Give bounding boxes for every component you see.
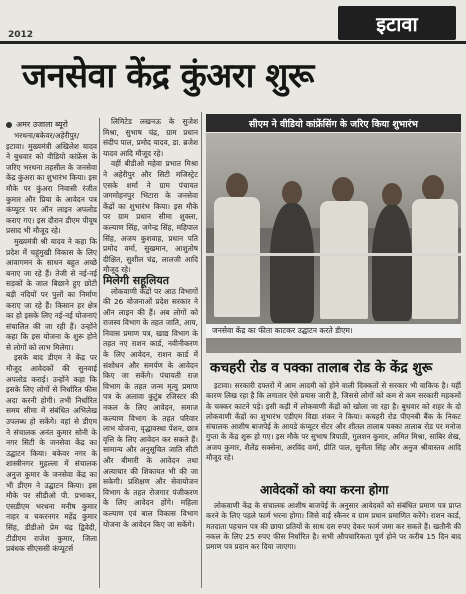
person-head [282, 181, 302, 205]
paragraph: भरथना/बकेवर/अहेरीपुर/इटावा। मुख्यमंत्री अखिलेश यादव ने बुधवार को वीडियो कांफ्रेंस के जरिए भरथना तहसील के जनसेवा केंद्र कुंअरा का शुभारंभ किया। इस मौके पर कुंअरा निवासी रंजीत कुमार और प्रिया के आवेदन पत्र कंप्यूटर पर ऑन लाइन अपलोड कराए गए। इस दौरान डीएम पीयूष प्रसाद भी मौजूद रहे। [6, 131, 97, 236]
paragraph: इसके बाद डीएम ने केंद्र पर मौजूद आवेदकों की सुनवाई अपलोड कराई। उन्होंने कहा कि इसके लिए लोगों से निर्धारित फीस अदा करनी होगी। तभी निर्धारित समय सीमा में संबंधित अभिलेख उपलब्ध हो सकेंगे। वहां से डीएम ने संचालक अनंत कुमार सोनी के नगर सिटी के जनसेवा केंद्र का उद्घाटन किया। बकेवर नगर के शास्त्रीनगर मुहल्ला में संचालक अनुज कुमार के जनसेवा केंद्र का भी डीएम ने उद्घाटन किया। इस मौके पर सीडीओ पी. प्रभाकर, एसडीएम भरथना मनीष कुमार नाहर व चकरनगर महेंद्र कुमार सिंह, डीडीओ प्रेम चंद्र द्विवेदी, टीडीएम राजेश कुमार, जिला प्रबंधक सीएससी कंप्यूटर्स [6, 353, 97, 554]
paragraph: लोकवाणी केंद्रों पर आठ विभागों की 26 योजनाओं प्रदेश सरकार ने ऑन लाइन की हैं। अब लोगों को राजस्व विभाग के तहत जाति, आय, निवास प्रमाण पत्र, खाद्य विभाग के तहत नए राशन कार्ड, नवीनीकरण के लिए आवेदन, राशन कार्ड में संशोधन और समर्पण के आवेदन किए जा सकेंगे। पंचायती राज विभाग के तहत जन्म मृत्यु प्रमाण पत्र के अलावा कुटुंब रजिस्टर की नकल के लिए आवेदन, समाज कल्याण विभाग के तहत परिवार लाभ योजना, वृद्धावस्था पेंशन, छात्र वृत्ति के लिए आवेदन कर सकते हैं। सामान्य और अनुसूचित जाति सीटी और बीमारी के आवेदन तथा अत्याचार की शिकायत भी की जा सकेगी। प्रशिक्षण और सेवायोजन विभाग के तहत रोजगार पंजीकरण के लिए आवेदन होंगे। महिला कल्याण एवं बाल विकास विभाग योजना के आवेदन किए जा सकेंगे। [103, 286, 198, 529]
person-body [270, 203, 314, 323]
second-subheading: आवेदकों को क्या करना होगा [260, 483, 389, 497]
paragraph: इटावा। सरकारी दफ्तरों में आम आदमी को होने वाली दिक्कतों से सरकार भी वाकिफ है। यहीं कारण लिख रहा है कि लगातार ऐसे प्रयास जारी है, जिससे लोगों को कम से कम सरकारी महकमों के चक्कर काटने पड़े। इसी कड़ी में लोकवाणी केंद्रों को खोला जा रहा है। बुधवार को शहर के दो लोकवाणी केंद्रों का शुभारंभ एडीएम विद्या शंकर ने किया। कचहरी रोड पीएनबी बैंक के निकट संचालक आशीष बाजपेई के आयडे कंप्यूटर सेंटर और शीतल तालाब पक्का तालाब रोड पर मनोज गुप्ता के केंद्र शुरू हो गए। इस मौके पर सुभाष त्रिपाठी, गुलशन कुमार, अमित मिश्रा, साबिर शेख, अजय कुमार, शैलेंद्र सक्सेना, अरविंद वर्मा, प्रीति पाल, सुनीता सिंह और अनुज श्रीवास्तव आदि मौजूद रहे। [206, 381, 461, 463]
byline-text: अमर उजाला ब्यूरो [16, 120, 68, 129]
person-body [412, 199, 458, 319]
paragraph: लोकवाणी केंद्र के संचालक आशीष बाजपेई के अनुसार आवेदकों को संबंधित प्रमाण पत्र प्राप्त करने के लिए पहले फार्म भरना होगा। जिसे वाई स्कैनर व ग्राम प्रधान प्रमाणित करेंगे। राशन कार्ड, मतदाता पहचान पत्र की छाया प्रतियों के साथ दस रुपए देकर फार्म जमा कर सकते हैं। खतौनी की नकल के लिए 25 रुपए फीस निर्धारित है। सभी औपचारिकता पूर्ण होने पर करीब 15 दिन बाद प्रमाण पत्र प्रदान कर दिया जाएगा। [206, 501, 461, 552]
column-divider [99, 118, 100, 588]
second-headline: कचहरी रोड व पक्का तालाब रोड के केंद्र शुरू [210, 360, 433, 376]
person-body [372, 205, 412, 321]
main-headline: जनसेवा केंद्र कुंअरा शुरू [22, 56, 314, 96]
second-story-body [206, 381, 461, 481]
year-label: 2012 [8, 30, 34, 40]
photo-caption: जनसेवा केंद्र का फीता काटकर उद्घाटन करते डीएम। [206, 324, 461, 338]
city-section-tab: इटावा [338, 6, 456, 40]
person-body [320, 201, 368, 319]
main-story-column-1 [6, 131, 97, 589]
bullet-icon [6, 122, 12, 128]
paragraph: लिमिटेड लखनऊ के सुजेश मिश्रा, सुभाष चंद्र, ग्राम प्रधान संदीप पाल, प्रमोद यादव, डा. ब्रजेश यादव आदि मौजूद रहे। [103, 117, 198, 158]
column-divider [201, 112, 202, 588]
paragraph: वहीं बीडीओ महेवा प्रभात मिश्रा ने अहेरीपुर और सिटी मजिस्ट्रेट एसके शर्मा ने ग्राम पंचायत जगमोहनपुर भिटारा के जनसेवा केंद्रों का शुभारंभ किया। इस मौके पर ग्राम प्रधान सीमा शुक्ला, कल्याण सिंह, जगेन्द्र सिंह, महिपाल सिंह, अजय कुशवाह, प्रधान पति प्रमोद वर्मा, सुखमान, आशुतोष दीक्षित, सुशील चंद्र, लालजी आदि मौजूद रहे। [103, 159, 198, 275]
person-head [332, 177, 354, 203]
masthead [0, 0, 466, 40]
person-head [422, 175, 444, 201]
photo-kicker: सीएम ने वीडियो कांफ्रेंसिंग के जरिए किया शुभारंभ [206, 114, 461, 132]
paragraph: मुख्यमंत्री श्री यादव ने कहा कि प्रदेश में चहुंमुखी विकास के लिए आवागमन के साधन बहुत अच्छे बनाए जा रहे हैं। तेजी से नई-नई सड़कों के जाल बिछाने हुए छोटी बड़ी नदियों पर पुलों का निर्माण कराए जा रहे हैं। किसान हर क्षेत्र का हो इसके लिए नई-नई योजनाएं संचालित की जा रही हैं। उन्होंने कहा कि इस योजना के शुरू होने से लोगों को लाभ मिलेगा। [6, 236, 97, 352]
news-photo [206, 133, 461, 353]
person-head [226, 173, 248, 199]
masthead-divider [0, 41, 466, 44]
main-story-column-2 [103, 117, 198, 589]
person-body [214, 197, 260, 317]
ribbon [206, 253, 461, 256]
person-head [382, 183, 402, 207]
byline [6, 119, 68, 130]
second-story-body-2 [206, 501, 461, 589]
subheading: मिलेगी सहूलियत [103, 273, 169, 287]
